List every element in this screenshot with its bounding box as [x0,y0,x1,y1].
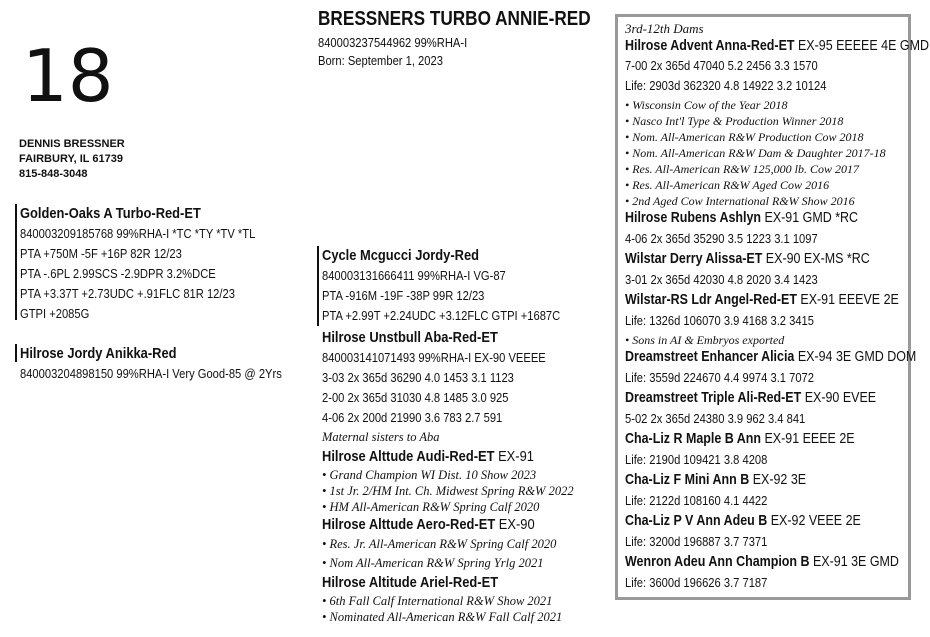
dam-entry-name: Cha-Liz F Mini Ann B EX-92 3E [625,472,807,488]
sister-note: • Grand Champion WI Dist. 10 Show 2023 [322,468,537,482]
dam-entry-name: Dreamstreet Enhancer Alicia EX-94 3E GMD DOM [625,349,917,365]
dam-entry-record: 3-01 2x 365d 42030 4.8 2020 3.4 1423 [625,272,818,287]
dam-block [15,344,202,362]
animal-id: 840003237544962 99%RHA-I [318,35,468,50]
dam-entry-record: Life: 2122d 108160 4.1 4422 [625,493,768,508]
consignor-phone: 815-848-3048 [19,168,88,180]
dam-line: 840003204898150 99%RHA-I Very Good-85 @ 2Yrs [20,366,282,381]
sire-line: PTA -.6PL 2.99SCS -2.9DPR 3.2%DCE [20,266,216,281]
sister-note: • Nom All-American R&W Spring Yrlg 2021 [322,556,544,570]
lot-number: 18 [22,34,114,118]
dams-box-heading: 3rd-12th Dams [625,21,704,36]
dam-name: Hilrose Jordy Anikka-Red [20,345,177,362]
sister-name: Hilrose Alttude Audi-Red-ET EX-91 [322,448,534,465]
sister-note: • 6th Fall Calf International R&W Show 2021 [322,594,553,608]
dam-entry-name: Cha-Liz P V Ann Adeu B EX-92 VEEE 2E [625,513,861,529]
sire-line: PTA +3.37T +2.73UDC +.91FLC 81R 12/23 [20,286,235,301]
sire-line: GTPI +2085G [20,306,90,321]
consignor-info [19,137,125,182]
dam-entry-name: Dreamstreet Triple Ali-Red-ET EX-90 EVEE [625,390,877,406]
sister-note: • Res. Jr. All-American R&W Spring Calf 2020 [322,537,557,551]
dams-sire-block [317,246,599,326]
animal-birthdate: Born: September 1, 2023 [318,53,443,68]
sister-name: Hilrose Alttude Aero-Red-ET EX-90 [322,516,535,533]
consignor-name: DENNIS BRESSNER [19,138,125,150]
dams-sire-line: PTA -916M -19F -38P 99R 12/23 [322,288,485,303]
dam-entry-name: Wilstar Derry Alissa-ET EX-90 EX-MS *RC [625,251,870,267]
granddam-record: 3-03 2x 365d 36290 4.0 1453 3.1 1123 [322,370,514,385]
dam-entry-note: • Sons in AI & Embryos exported [625,333,785,347]
sire-block [15,204,294,320]
dam-entry-record: Life: 2903d 362320 4.8 14922 3.2 10124 [625,78,827,93]
sister-note: • Nominated All-American R&W Fall Calf 2021 [322,610,563,624]
dams-sire-line: 840003131666411 99%RHA-I VG-87 [322,268,506,283]
animal-name: BRESSNERS TURBO ANNIE-RED [318,8,591,30]
sire-name: Golden-Oaks A Turbo-Red-ET [20,205,201,222]
dam-entry-record: 5-02 2x 365d 24380 3.9 962 3.4 841 [625,411,806,426]
dam-entry-record: Life: 3200d 196887 3.7 7371 [625,534,768,549]
dam-entry-record: Life: 1326d 106070 3.9 4168 3.2 3415 [625,313,814,328]
sister-note: • 1st Jr. 2/HM Int. Ch. Midwest Spring R&W 2022 [322,484,574,498]
dam-entry-record: 7-00 2x 365d 47040 5.2 2456 3.3 1570 [625,58,818,73]
sister-note: • HM All-American R&W Spring Calf 2020 [322,500,540,514]
dam-entry-record: Life: 3559d 224670 4.4 9974 3.1 7072 [625,370,814,385]
granddam-name: Hilrose Unstbull Aba-Red-ET [322,329,498,346]
dams-sire-line: PTA +2.99T +2.24UDC +3.12FLC GTPI +1687C [322,308,561,323]
dam-entry-note: • Res. All-American R&W 125,000 lb. Cow 2017 [625,162,859,176]
dam-entry-note: • Nom. All-American R&W Production Cow 2018 [625,130,864,144]
dam-entry-record: 4-06 2x 365d 35290 3.5 1223 3.1 1097 [625,231,818,246]
sire-line: PTA +750M -5F +16P 82R 12/23 [20,246,182,261]
dam-entry-name: Hilrose Rubens Ashlyn EX-91 GMD *RC [625,210,859,226]
dams-sire-name: Cycle Mcgucci Jordy-Red [322,247,480,264]
dam-entry-name: Wilstar-RS Ldr Angel-Red-ET EX-91 EEEVE 2E [625,292,899,308]
dam-entry-note: • Wisconsin Cow of the Year 2018 [625,98,788,112]
sister-name: Hilrose Altitude Ariel-Red-ET [322,574,499,591]
dam-entry-record: Life: 3600d 196626 3.7 7187 [625,575,768,590]
granddam-line: 840003141071493 99%RHA-I EX-90 VEEEE [322,350,546,365]
dam-entry-name: Hilrose Advent Anna-Red-ET EX-95 EEEEE 4E GMD [625,38,929,54]
dams-box [615,14,929,600]
sire-line: 840003209185768 99%RHA-I *TC *TY *TV *TL [20,226,256,241]
granddam-block [322,328,582,625]
dam-entry-name: Wenron Adeu Ann Champion B EX-91 3E GMD [625,554,899,570]
granddam-record: 2-00 2x 365d 31030 4.8 1485 3.0 925 [322,390,509,405]
sisters-label: Maternal sisters to Aba [322,430,440,444]
dam-entry-record: Life: 2190d 109421 3.8 4208 [625,452,768,467]
dam-entry-note: • 2nd Aged Cow International R&W Show 2016 [625,194,855,208]
dam-entry-name: Cha-Liz R Maple B Ann EX-91 EEEE 2E [625,431,855,447]
consignor-city: FAIRBURY, IL 61739 [19,153,123,165]
dam-entry-note: • Res. All-American R&W Aged Cow 2016 [625,178,830,192]
dam-entry-note: • Nom. All-American R&W Dam & Daughter 2017-18 [625,146,886,160]
dam-entry-note: • Nasco Int'l Type & Production Winner 2018 [625,114,844,128]
granddam-record: 4-06 2x 200d 21990 3.6 783 2.7 591 [322,410,503,425]
